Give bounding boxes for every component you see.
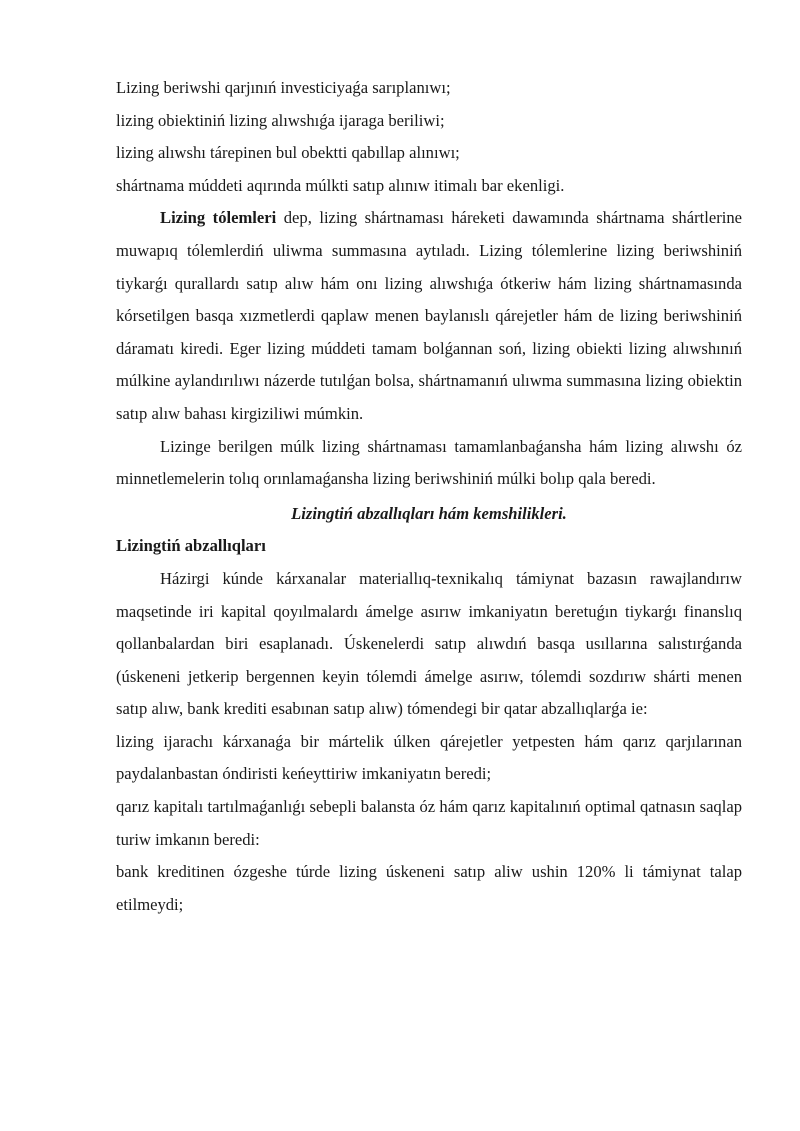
advantages-list: [116, 726, 742, 922]
section-heading: Lizingtiń abzallıqları hám kemshilikleri.: [291, 503, 567, 523]
payments-paragraph-text: dep, lizing shártnaması háreketi dawamında shártnama shártlerine muwapıq tólemlerdiń uliwma summasına aytıladı. Lizing tólemlerine lizing beriwshiniń tiykarǵı qurallardı satıp alıw hám onı lizing alıwshıǵa ótkeriw hám lizing shártnamasında kórsetilgen basqa xızmetlerdi qaplaw menen baylanıslı qárejetler hám de lizing beriwshiniń dáramatı kiredi. Eger lizing múddeti tamam bolǵannan soń, lizing obiekti lizing alıwshınıń múlkine aylandırılıwı názerde tutılǵan bolsa, shártnamanıń ulıwma summasına lizing obiektin satıp alıw bahası kirgiziliwi múmkin.: [116, 208, 742, 423]
term-lizing-tolemleri: Lizing tólemleri: [160, 208, 277, 228]
advantages-paragraph: Házirgi kúnde kárxanalar materiallıq-texnikalıq támiynat bazasın rawajlandırıw maqsetinde iri kapital qoyılmalardı ámelge asırıw imkaniyatın beretuǵın tiykarǵı finanslıq qollanbalardan biri esaplanadı. Úskenelerdi satıp alıwdıń basqa usıllarına salıstırǵanda (úskeneni jetkerip bergennen keyin tólemdi ámelge asırıw, tólemdi sozdırıw shárti menen satıp alıw, bank krediti esabınan satıp alıw) tómendegi bir qatar abzallıqlarǵa ie:: [116, 568, 742, 719]
list-item: bank kreditinen ózgeshe túrde lizing úskeneni satıp aliw ushin 120% li támiynat talap etilmeydi;: [116, 862, 742, 914]
list-item: shártnama múddeti aqırında múlkti satıp alınıw itimalı bar ekenligi.: [116, 175, 565, 195]
payments-paragraph: [116, 202, 742, 430]
list-item: lizing obiektiniń lizing alıwshıǵa ijaraga beriliwi;: [116, 110, 445, 130]
ownership-paragraph: Lizinge berilgen múlk lizing shártnaması tamamlanbaǵansha hám lizing alıwshı óz minnetlemelerin tolıq orınlamaǵansha lizing beriwshiniń múlki bolıp qala beredi.: [116, 436, 742, 489]
subheading: Lizingtiń abzallıqları: [116, 536, 266, 556]
list-item: Lizing beriwshi qarjınıń investiciyaǵa sarıplanıwı;: [116, 78, 451, 97]
document-page: [116, 72, 742, 921]
list-item: qarız kapitalı tartılmaǵanlıǵı sebepli balansta óz hám qarız kapitalınıń optimal qatnasın saqlap turiw imkanın beredi:: [116, 797, 742, 849]
list-item: lizing ijarachı kárxanaǵa bir mártelik úlken qárejetler yetpesten hám qarız qarjılarınan paydalanbastan óndiristi keńeyttiriw imkaniyatın beredi;: [116, 731, 742, 784]
intro-list: [116, 72, 742, 202]
list-item: lizing alıwshı tárepinen bul obektti qabıllap alınıwı;: [116, 143, 460, 163]
